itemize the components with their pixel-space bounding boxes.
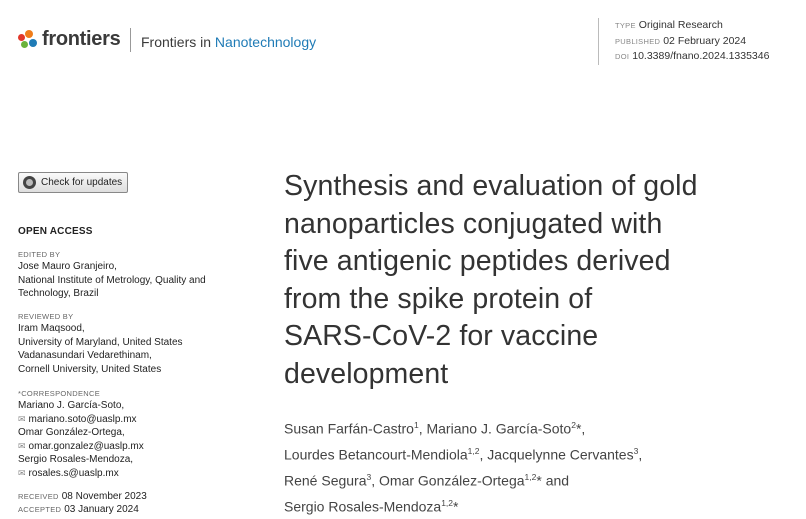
correspondence-section: *CORRESPONDENCE Mariano J. García-Soto, ✉ mariano.soto@uaslp.mx Omar González-Ortega, ✉ omar.gonzalez@uaslp.mx Sergio Rosales-Mendoza, ✉ rosales.s@uaslp.mx bbox=[18, 388, 258, 480]
corr-name: Sergio Rosales-Mendoza, bbox=[18, 454, 134, 465]
meta-doi: DOI 10.3389/fnano.2024.1335346 bbox=[615, 50, 770, 62]
accepted-date: ACCEPTED 03 January 2024 bbox=[18, 504, 139, 515]
check-for-updates-button[interactable] bbox=[18, 172, 128, 193]
mail-icon: ✉ bbox=[18, 413, 26, 424]
author[interactable]: Jacquelynne Cervantes bbox=[487, 446, 634, 463]
author[interactable]: Susan Farfán-Castro bbox=[284, 420, 414, 437]
received-date: RECEIVED 08 November 2023 bbox=[18, 491, 147, 502]
article-title: Synthesis and evaluation of gold nanoparticles conjugated with five antigenic peptides derived from the spike protein of SARS-CoV-2 for vaccine development bbox=[284, 170, 698, 390]
meta-published: PUBLISHED 02 February 2024 bbox=[615, 34, 747, 47]
journal-name[interactable]: Frontiers in Nanotechnology bbox=[141, 34, 317, 50]
author[interactable]: Lourdes Betancourt-Mendiola bbox=[284, 446, 468, 463]
edited-by-section: EDITED BY Jose Mauro Granjeiro, National Institute of Metrology, Quality and Technology, Brazil bbox=[18, 250, 206, 299]
header-divider bbox=[130, 28, 131, 52]
author[interactable]: Sergio Rosales-Mendoza bbox=[284, 499, 442, 516]
author[interactable]: Omar González-Ortega bbox=[379, 472, 525, 489]
meta-type: TYPE Original Research bbox=[615, 19, 723, 31]
author[interactable]: René Segura bbox=[284, 472, 367, 489]
frontiers-logo-icon bbox=[18, 30, 38, 50]
author-list: Susan Farfán-Castro$^1$, Mariano J. García-Soto$^2$*, Lourdes Betancourt-Mendiola$^{1,2}$, Jacquelynne Cervantes$^3$, René Segura$^3$, Omar González-Ortega$^{1,2}$* and Sergio Rosales-Mendoza$^{1,2}$* bbox=[284, 420, 643, 516]
check-for-updates-label: Check for updates bbox=[41, 177, 123, 188]
corr-email[interactable]: ✉ rosales.s@uaslp.mx bbox=[18, 467, 119, 479]
check-for-updates-icon bbox=[23, 176, 36, 189]
article-meta bbox=[598, 18, 769, 65]
open-access-label: OPEN ACCESS bbox=[18, 226, 93, 237]
mail-icon: ✉ bbox=[18, 467, 26, 478]
corr-email[interactable]: ✉ omar.gonzalez@uaslp.mx bbox=[18, 440, 144, 452]
brand-name: frontiers bbox=[42, 28, 121, 50]
author[interactable]: Mariano J. García-Soto bbox=[426, 420, 572, 437]
corr-email[interactable]: ✉ mariano.soto@uaslp.mx bbox=[18, 413, 137, 425]
frontiers-logo[interactable] bbox=[18, 28, 120, 51]
reviewed-by-section: REVIEWED BY Iram Maqsood, University of Maryland, United States Vadanasundari Vedarethinam, Cornell University, United States bbox=[18, 312, 183, 375]
mail-icon: ✉ bbox=[18, 440, 26, 451]
corr-name: Omar González-Ortega, bbox=[18, 427, 125, 438]
corr-name: Mariano J. García-Soto, bbox=[18, 400, 125, 411]
